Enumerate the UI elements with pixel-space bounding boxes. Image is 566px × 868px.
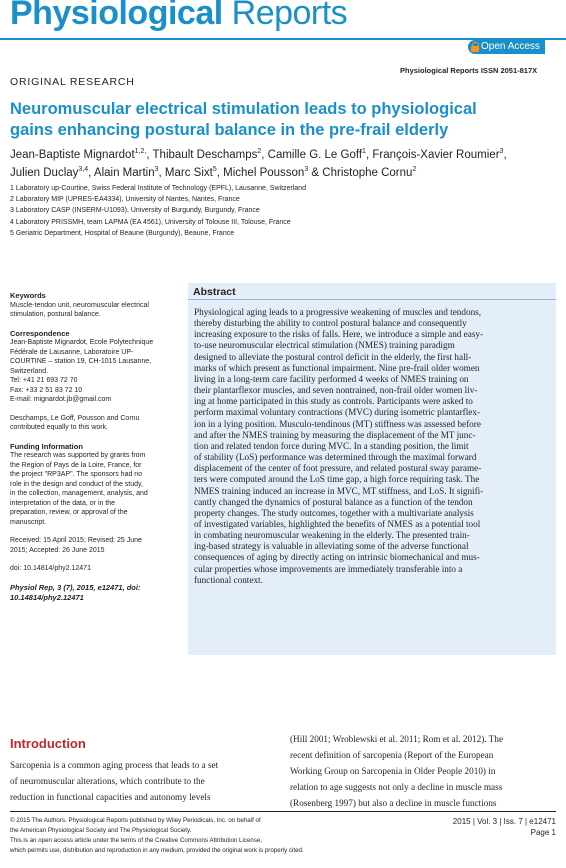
open-access-badge (468, 40, 545, 54)
abstract-line: ion in a lying position. Musculo-tendinous (MT) stiffness was assessed before (194, 418, 481, 429)
abstract-line: ing-based strategy is valuable in alleviating some of the adverse functional (194, 541, 469, 552)
body-line: (Hill 2001; Wroblewski et al. 2011; Rom et al. 2012). The (290, 734, 504, 744)
author-affiliation-ref: 1,2, (134, 148, 147, 155)
abstract-line: their plantarflexor muscles, and seven nontrained, non-frail older women liv- (194, 385, 478, 396)
abstract-line: living in a long-term care facility performed 4 weeks of NMES training on (194, 373, 469, 384)
correspondence-line: Jean-Baptiste Mignardot, Ecole Polytechnique (10, 339, 154, 346)
body-line: of neuromuscular alterations, which contribute to the (10, 776, 205, 786)
abstract-line: of investigated variables, highlighted the benefits of NMES as a potential tool (194, 518, 481, 529)
author-name: Jean-Baptiste Mignardot (10, 149, 135, 161)
copyright-notice (10, 816, 410, 856)
copyright-line: the American Physiological Society and The Physiological Society. (10, 827, 192, 834)
abstract-line: displacement of the center of foot pressure, and related postural sway parame- (194, 463, 482, 474)
keywords-line: stimulation, postural balance. (10, 311, 101, 318)
author-name: François-Xavier Roumier (372, 149, 500, 161)
abstract-line: and after the NMES training by measuring the displacement of the MT junc- (194, 429, 476, 440)
body-line: reduction in functional capacities and autonomy levels (10, 792, 211, 802)
author-name: Camille G. Le Goff (267, 149, 363, 161)
funding-line: the project "RP3AP". The sponsors had no (10, 471, 143, 478)
correspondence-line: Switzerland. (10, 367, 49, 375)
author-affiliation-ref: 3,4 (78, 166, 89, 173)
affiliation: 5 Geriatric Department, Hospital of Beaune (Burgundy), Beaune, France (10, 229, 235, 237)
article-title (10, 99, 555, 141)
license-line: This is an open access article under the terms of the Creative Commons Attribution License, (10, 837, 263, 844)
affiliation: 3 Laboratory CASP (INSERM-U1093), University of Burgundy, Burgundy, France (10, 207, 260, 215)
journal-logo-part1: Physiological (10, 0, 223, 32)
abstract-line: functional context. (194, 574, 263, 585)
abstract-line: ing at home participated in this study as controls. Participants were asked to (194, 396, 473, 407)
abstract-heading: Abstract (193, 286, 236, 298)
copyright-line: © 2015 The Authors. Physiological Reports published by Wiley Periodicals, Inc. on behalf of (10, 817, 261, 824)
correspondence-line: Fédérale de Lausanne, Laboratoire UP- (10, 348, 134, 356)
journal-logo (10, 0, 347, 33)
abstract-line: cular properties whose improvements are immediately transferable into a (194, 563, 463, 574)
article-type-label: ORIGINAL RESEARCH (10, 76, 135, 88)
abstract-line: cantly changed the dynamics of postural balance as a function of the tendon (194, 496, 473, 507)
correspondence-fax: Fax: +33 2 51 83 72 10 (10, 386, 83, 394)
body-line: recent definition of sarcopenia (Report of the European (290, 750, 494, 760)
funding-line: preparation, review, or approval of the (10, 509, 128, 516)
title-line: Neuromuscular electrical stimulation leads to physiological (10, 100, 477, 118)
author-affiliation-ref: 2 (412, 166, 417, 173)
open-lock-icon (471, 42, 479, 52)
affiliation: 4 Laboratory PRISSMH, team LAPMA (EA 4561), University of Tolouse III, Tolouse, France (10, 218, 291, 226)
introduction-column-1 (10, 757, 276, 805)
funding-line: the Region of Pays de la Loire, France, for (10, 461, 142, 469)
abstract-line: ters were computed around the LoS time gap, a high force requiring task. The (194, 474, 480, 485)
funding-heading: Funding Information (10, 441, 83, 451)
author-name: Alain Martin (93, 167, 155, 179)
keywords-line: Muscle-tendon unit, neuromuscular electrical (10, 301, 149, 309)
title-line: gains enhancing postural balance in the pre-frail elderly (10, 121, 449, 139)
author-affiliation-ref: 1 (362, 148, 366, 155)
affiliation: 1 Laboratory up-Courtine, Swiss Federal Institute of Technology (EPFL), Lausanne, Switzerland (10, 185, 306, 192)
affiliation-list (10, 183, 306, 239)
abstract-line: of stability (LoS) performance was determined through the maximal forward (194, 452, 477, 463)
author-affiliation-ref: 2 (257, 148, 262, 155)
abstract-line: thereby disturbing the ability to control postural balance and consequently (194, 318, 467, 329)
abstract-line: tion and related tendon force during MVC. In a standing position, the limit (194, 440, 469, 451)
body-line: relation to age suggests not only a decline in muscle mass (290, 782, 503, 792)
body-line: Sarcopenia is a common aging process that leads to a set (10, 760, 219, 770)
abstract-line: perform maximal voluntary contractions (MVC) during isometric plantarflex- (194, 407, 481, 418)
abstract-divider (188, 299, 556, 300)
funding-line: role in the design and conduct of the study, (10, 480, 143, 488)
author-affiliation-ref: 3 (304, 166, 309, 173)
author-name: Marc Sixt (164, 167, 213, 179)
introduction-heading: Introduction (10, 736, 86, 751)
correspondence-block (10, 329, 185, 405)
footer-rule (10, 811, 556, 812)
abstract-line: designed to alleviate the postural control deficit in the elderly, the first hall- (194, 351, 472, 362)
page-number: Page 1 (530, 828, 556, 837)
funding-block (10, 442, 185, 528)
author-name: Michel Pousson (223, 167, 305, 179)
abstract-line: to-use neuromuscular electrical stimulation (NMES) training paradigm (194, 340, 455, 351)
license-line: which permits use, distribution and reproduction in any medium, provided the original work is properly cited. (10, 847, 304, 854)
correspondence-line: COURTINE – station 19, CH-1015 Lausanne, (10, 358, 152, 365)
abstract-line: in combating neuromuscular weakening in the elderly. The presented train- (194, 530, 470, 541)
author-affiliation-ref: 3 (154, 166, 159, 173)
author-list: Jean-Baptiste Mignardot$^{1,2,}$, Thibault Deschamps$^2$, Camille G. Le Goff$^1$, François-Xavier Roumier$^3$, Julien Duclay$^{3,4}$, Alain Martin$^3$, Marc Sixt$^5$, Michel Pousson$^3$ & Christophe Cornu$^2$ (10, 148, 507, 179)
citation-block: Physiol Rep, 3 (7), 2015, e12471, doi: 10.14814/phy2.12471 (10, 582, 141, 602)
abstract-text (194, 307, 550, 586)
open-access-label: Open Access (481, 41, 540, 52)
article-info-sidebar (10, 291, 185, 603)
keywords-heading: Keywords (10, 291, 46, 300)
funding-line: interpretation of the data, or in the (10, 499, 116, 507)
author-affiliation-ref: 5 (212, 166, 217, 173)
author-name: Christophe Cornu (322, 167, 413, 179)
correspondence-heading: Correspondence (10, 328, 70, 338)
article-doi[interactable]: doi: 10.14814/phy2.12471 (10, 565, 91, 572)
funding-line: manuscript. (10, 518, 47, 526)
article-dates: Received: 15 April 2015; Revised: 25 June 2015; Accepted: 26 June 2015 (10, 537, 142, 554)
correspondence-email[interactable]: E-mail: mignardot.jb@gmail.com (10, 396, 112, 403)
abstract-line: NMES training induced an increase in MVC, MT stiffness, and LoS. It signifi- (194, 485, 484, 496)
author-name: Julien Duclay (10, 167, 79, 179)
affiliation: 2 Laboratory MIP (UPRES-EA4334), University of Nantes, Nantes, France (10, 196, 240, 204)
issue-citation: 2015 | Vol. 3 | Iss. 7 | e12471 (452, 817, 556, 826)
abstract-line: property changes. The study outcomes, together with a multivariate analysis (194, 507, 474, 518)
journal-issn: Physiological Reports ISSN 2051-817X (400, 66, 538, 75)
author-name: Thibault Deschamps (152, 149, 258, 161)
funding-line: The research was supported by grants from (10, 452, 146, 459)
abstract-line: Physiological aging leads to a progressive weakening of muscles and tendons, (194, 307, 482, 317)
issue-info (410, 816, 556, 838)
introduction-column-2 (290, 731, 556, 811)
journal-logo-part2: Reports (222, 0, 348, 32)
author-affiliation-ref: 3 (499, 148, 504, 155)
body-line: (Rosenberg 1997) but also a decline in muscle functions (290, 798, 497, 808)
abstract-line: consequences of aging by directly acting on intrinsic biomechanical and mus- (194, 552, 480, 563)
correspondence-phone: Tel: +41 21 693 72 70 (10, 377, 78, 384)
funding-line: in the collection, management, analysis, and (10, 490, 148, 497)
body-line: Working Group on Sarcopenia in Older People 2010) in (290, 766, 496, 776)
abstract-line: increasing exposure to the risks of falls. Here, we introduce a simple and easy- (194, 329, 484, 340)
equal-contribution-note: Deschamps, Le Goff, Pousson and Cornu contributed equally to this work. (10, 414, 140, 431)
abstract-line: marks of which present as functional impairment. Nine pre-frail older women (194, 362, 480, 373)
keywords-block (10, 291, 185, 320)
